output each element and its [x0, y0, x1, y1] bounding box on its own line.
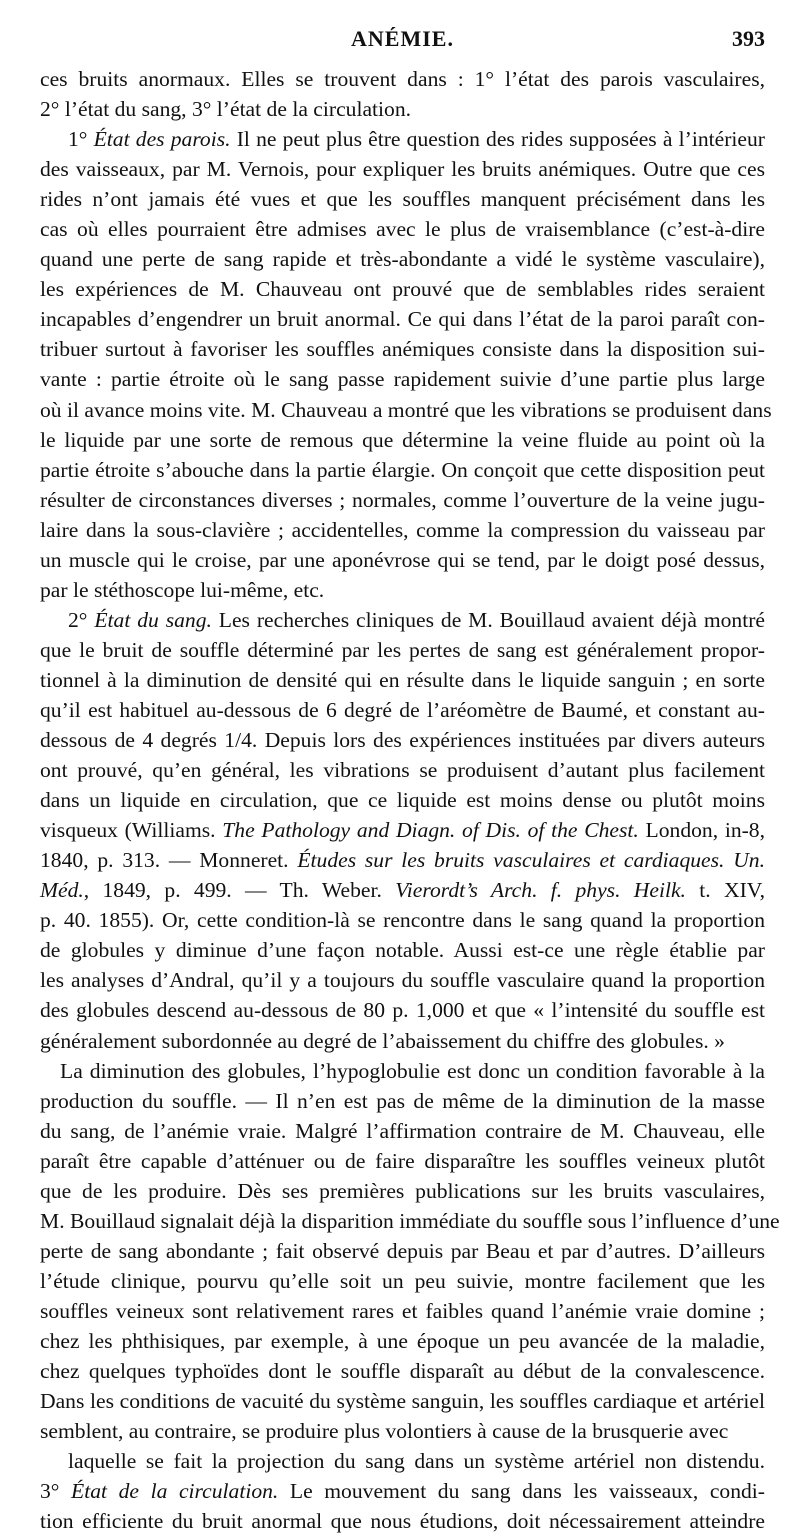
text-segment: London, in-8, — [638, 818, 765, 843]
body-text — [40, 64, 780, 1536]
text-line — [40, 334, 765, 364]
text-line — [40, 815, 765, 845]
text-segment: les expériences de M. Chauveau ont prouvé que de semblables rides seraient — [40, 277, 765, 302]
text-line — [40, 1266, 765, 1296]
text-line — [40, 875, 765, 905]
text-segment: où il avance moins vite. M. Chauveau a montré que les vibrations se produisent dans — [40, 397, 772, 422]
text-line — [40, 1236, 765, 1266]
text-line — [40, 935, 765, 965]
text-segment: Le mouvement du sang dans les vaisseaux, condi- — [278, 1479, 765, 1504]
text-segment: tion efficiente du bruit anormal que nous étudions, doit nécessairement atteindre — [40, 1509, 765, 1534]
text-segment: 3° — [40, 1479, 72, 1504]
text-segment: tionnel à la diminution de densité qui en résulte dans le liquide sanguin ; en sorte — [40, 667, 765, 692]
text-line — [40, 94, 765, 124]
text-line — [40, 755, 765, 785]
text-segment: 1° — [68, 127, 94, 152]
italic-segment: État des parois. — [93, 127, 231, 152]
italic-segment: Vierordt’s Arch. f. phys. Heilk. — [395, 878, 686, 903]
text-line — [40, 1446, 765, 1476]
text-line — [40, 274, 765, 304]
text-segment: partie étroite s’abouche dans la partie élargie. On conçoit que cette disposition peut — [40, 457, 765, 482]
text-segment: , 1849, p. 499. — Th. Weber. — [83, 878, 396, 903]
text-line — [40, 1176, 765, 1206]
text-line — [40, 845, 765, 875]
text-segment: 2° l’état du sang, 3° l’état de la circulation. — [40, 97, 412, 122]
text-segment: chez quelques typhoïdes dont le souffle disparaît au début de la convalescence. — [40, 1359, 765, 1384]
text-line — [40, 1386, 765, 1416]
text-segment: cas où elles pourraient être admises avec le plus de vraisemblance (c’est-à-dire — [40, 217, 765, 242]
text-segment: 2° — [68, 607, 95, 632]
italic-segment: The Pathology and Diagn. of Dis. of the Chest. — [222, 818, 639, 843]
text-line — [40, 214, 765, 244]
text-line — [40, 455, 765, 485]
text-segment: Les recherches cliniques de M. Bouillaud avaient déjà montré — [211, 607, 765, 632]
text-line — [40, 695, 765, 725]
text-line — [40, 1476, 765, 1506]
text-line — [40, 364, 765, 394]
italic-segment: Études sur les bruits vasculaires et cardiaques. Un. — [297, 848, 765, 873]
text-line — [40, 995, 765, 1025]
text-segment: du sang, de l’anémie vraie. Malgré l’affirmation contraire de M. Chauveau, elle — [40, 1118, 765, 1143]
text-segment: de globules y diminue d’une façon notable. Aussi est-ce une règle établie par — [40, 938, 765, 963]
text-segment: perte de sang abondante ; fait observé depuis par Beau et par d’autres. D’ailleurs — [40, 1238, 765, 1263]
text-line — [40, 1416, 765, 1446]
text-line — [40, 515, 765, 545]
text-line — [40, 1026, 765, 1056]
text-segment: que le bruit de souffle déterminé par les pertes de sang est généralement propor- — [40, 637, 765, 662]
text-segment: M. Bouillaud signalait déjà la disparition immédiate du souffle sous l’influence d’une — [40, 1208, 780, 1233]
text-segment: Il ne peut plus être question des rides supposées à l’intérieur — [230, 127, 765, 152]
text-line — [40, 1326, 765, 1356]
text-line — [40, 395, 772, 425]
text-segment: l’étude clinique, pourvu qu’elle soit un peu suivie, montre facilement que les — [40, 1268, 765, 1293]
text-line — [40, 1296, 765, 1326]
text-segment: des vaisseaux, par M. Vernois, pour expliquer les bruits anémiques. Outre que ces — [40, 157, 765, 182]
text-segment: laire dans la sous-clavière ; accidentelles, comme la compression du vaisseau par — [40, 517, 765, 542]
text-segment: vante : partie étroite où le sang passe rapidement suivie d’une partie plus large — [40, 367, 765, 392]
text-line — [40, 184, 765, 214]
text-segment: quand une perte de sang rapide et très-abondante a vidé le système vasculaire), — [40, 247, 765, 272]
text-segment: le liquide par une sorte de remous que détermine la veine fluide au point où la — [40, 427, 765, 452]
italic-segment: État de la circulation. — [71, 1479, 279, 1504]
text-segment: rides n’ont jamais été vues et que les souffles manquent précisément dans les — [40, 187, 765, 212]
text-segment: incapables d’engendrer un bruit anormal. Ce qui dans l’état de la paroi paraît con- — [40, 307, 765, 332]
text-segment: résulter de circonstances diverses ; normales, comme l’ouverture de la veine jugu- — [40, 487, 765, 512]
text-segment: production du souffle. — Il n’en est pas de même de la diminution de la masse — [40, 1088, 765, 1113]
text-line — [40, 304, 765, 334]
text-line — [40, 905, 765, 935]
text-segment: des globules descend au-dessous de 80 p. 1,000 et que « l’intensité du souffle est — [40, 998, 765, 1023]
text-segment: ces bruits anormaux. Elles se trouvent dans : 1° l’état des parois vasculaires, — [40, 67, 765, 91]
text-segment: visqueux (Williams. — [40, 818, 223, 843]
text-line — [40, 1116, 765, 1146]
text-line — [40, 485, 765, 515]
text-segment: que de les produire. Dès ses premières publications sur les bruits vasculaires, — [40, 1178, 765, 1203]
text-line — [40, 965, 765, 995]
text-segment: p. 40. 1855). Or, cette condition-là se rencontre dans le sang quand la proportion — [40, 908, 765, 933]
text-line — [40, 665, 765, 695]
text-line — [40, 425, 765, 455]
text-segment: tribuer surtout à favoriser les souffles anémiques consiste dans la disposition sui- — [40, 337, 765, 362]
text-segment: laquelle se fait la projection du sang dans un système artériel non distendu. — [68, 1449, 765, 1474]
text-segment: semblent, au contraire, se produire plus volontiers à cause de la brusquerie avec — [40, 1419, 729, 1444]
text-segment: dessous de 4 degrés 1/4. Depuis lors des expériences instituées par divers auteurs — [40, 728, 765, 753]
text-segment: qu’il est habituel au-dessous de 6 degré de l’aréomètre de Baumé, et constant au- — [40, 697, 765, 722]
text-segment: chez les phthisiques, par exemple, à une époque un peu avancée de la maladie, — [40, 1328, 765, 1353]
text-segment: souffles veineux sont relativement rares et faibles quand l’anémie vraie domine ; — [40, 1298, 765, 1323]
text-line — [40, 785, 765, 815]
italic-segment: État du sang. — [94, 607, 212, 632]
text-segment: 1840, p. 313. — Monneret. — [40, 848, 298, 873]
text-segment: ont prouvé, qu’en général, les vibrations se produisent d’autant plus facilement — [40, 758, 765, 783]
page-header — [40, 26, 765, 56]
text-line — [40, 154, 765, 184]
text-line — [40, 545, 765, 575]
text-line — [40, 124, 765, 154]
text-line — [40, 1506, 765, 1536]
text-line — [40, 64, 765, 94]
text-line — [40, 1086, 765, 1116]
text-line — [40, 725, 765, 755]
text-line — [40, 575, 765, 605]
text-segment: t. XIV, — [685, 878, 765, 903]
text-segment: généralement subordonnée au degré de l’abaissement du chiffre des globules. » — [40, 1028, 725, 1053]
text-line — [40, 244, 765, 274]
text-segment: dans un liquide en circulation, que ce liquide est moins dense ou plutôt moins — [40, 788, 765, 813]
text-line — [40, 605, 765, 635]
text-line — [40, 1356, 765, 1386]
text-segment: La diminution des globules, l’hypoglobulie est donc un condition favorable à la — [60, 1058, 765, 1083]
italic-segment: Méd. — [40, 878, 84, 903]
text-segment: par le stéthoscope lui-même, etc. — [40, 577, 325, 602]
text-segment: Dans les conditions de vacuité du système sanguin, les souffles cardiaque et artériel — [40, 1389, 765, 1414]
text-segment: un muscle qui le croise, par une aponévrose qui se tend, par le doigt posé dessus, — [40, 547, 765, 572]
text-line — [40, 1056, 765, 1086]
text-segment: les analyses d’Andral, qu’il y a toujours du souffle vasculaire quand la proportion — [40, 968, 765, 993]
text-segment: paraît être capable d’atténuer ou de faire disparaître les souffles veineux plutôt — [40, 1148, 765, 1173]
text-line — [40, 1206, 780, 1236]
text-line — [40, 1146, 765, 1176]
running-head: ANÉMIE. — [351, 26, 454, 51]
text-line — [40, 635, 765, 665]
page-number: 393 — [732, 26, 765, 51]
